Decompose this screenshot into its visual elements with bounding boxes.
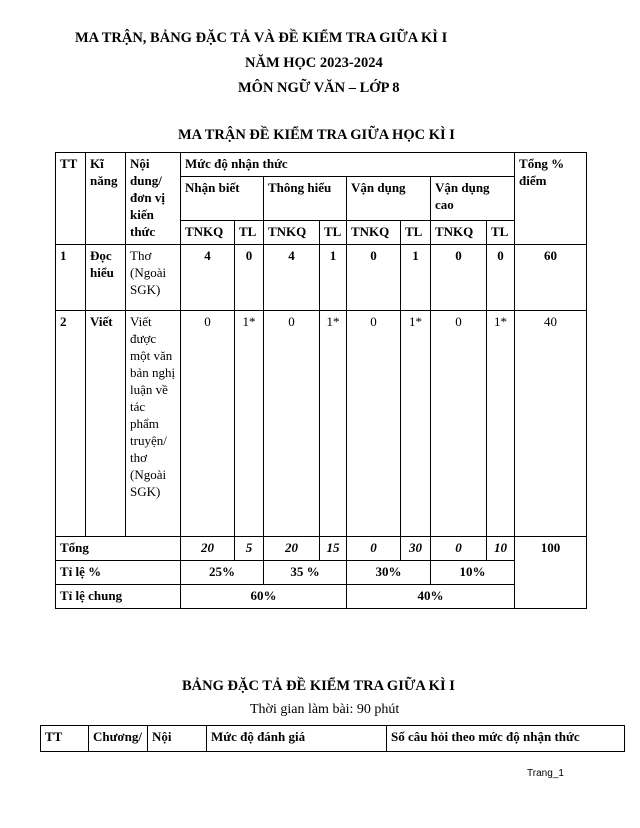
sum-cell: 20 bbox=[181, 537, 235, 561]
spec-header-chapter: Chương/ bbox=[89, 726, 148, 752]
row-tt: 1 bbox=[56, 245, 86, 311]
sum-cell: 30 bbox=[401, 537, 431, 561]
row-cell: 1* bbox=[320, 311, 347, 537]
header-tnkq: TNKQ bbox=[347, 221, 401, 245]
header-skill: Kĩ năng bbox=[86, 153, 126, 245]
row-cell: 1* bbox=[235, 311, 264, 537]
row-skill: Đọc hiểu bbox=[86, 245, 126, 311]
row-total: 60 bbox=[515, 245, 587, 311]
row-cell: 1* bbox=[487, 311, 515, 537]
doc-title-line1: MA TRẬN, BẢNG ĐẶC TẢ VÀ ĐỀ KIỂM TRA GIỮA KÌ I bbox=[75, 30, 448, 46]
row-content: Viết được một văn bản nghị luận về tác phẩm truyện/ thơ (Ngoài SGK) bbox=[126, 311, 181, 537]
row-skill: Viết bbox=[86, 311, 126, 537]
sum-label: Tổng bbox=[56, 537, 181, 561]
sum-cell: 5 bbox=[235, 537, 264, 561]
sum-cell: 0 bbox=[431, 537, 487, 561]
spec-header-tt: TT bbox=[41, 726, 89, 752]
sum-cell: 10 bbox=[487, 537, 515, 561]
table-row bbox=[56, 245, 587, 311]
ratio-value: 25% bbox=[181, 561, 264, 585]
header-level: Mức độ nhận thức bbox=[181, 153, 515, 177]
header-apply: Vận dụng bbox=[347, 177, 431, 221]
header-content: Nội dung/ đơn vị kiến thức bbox=[126, 153, 181, 245]
sum-total: 100 bbox=[515, 537, 587, 609]
header-recognize: Nhận biết bbox=[181, 177, 264, 221]
sum-cell: 0 bbox=[347, 537, 401, 561]
ratio-common-label: Tỉ lệ chung bbox=[56, 585, 181, 609]
header-tt: TT bbox=[56, 153, 86, 245]
row-cell: 0 bbox=[264, 311, 320, 537]
table-row bbox=[56, 311, 587, 537]
spec-header-level: Mức độ đánh giá bbox=[207, 726, 387, 752]
row-cell: 0 bbox=[487, 245, 515, 311]
spec-table bbox=[40, 725, 625, 752]
spec-header-content: Nội bbox=[148, 726, 207, 752]
row-cell: 4 bbox=[181, 245, 235, 311]
doc-title-line3: MÔN NGỮ VĂN – LỚP 8 bbox=[238, 80, 400, 96]
row-cell: 0 bbox=[431, 245, 487, 311]
header-tl: TL bbox=[235, 221, 264, 245]
row-cell: 1* bbox=[401, 311, 431, 537]
sum-cell: 15 bbox=[320, 537, 347, 561]
header-apply-high: Vận dụng cao bbox=[431, 177, 515, 221]
row-cell: 4 bbox=[264, 245, 320, 311]
header-tl: TL bbox=[487, 221, 515, 245]
header-tl: TL bbox=[320, 221, 347, 245]
header-tnkq: TNKQ bbox=[181, 221, 235, 245]
sum-cell: 20 bbox=[264, 537, 320, 561]
ratio-value: 30% bbox=[347, 561, 431, 585]
row-cell: 1 bbox=[320, 245, 347, 311]
row-cell: 0 bbox=[235, 245, 264, 311]
ratio-value: 35 % bbox=[264, 561, 347, 585]
spec-header-count: Số câu hỏi theo mức độ nhận thức bbox=[387, 726, 625, 752]
sum-row bbox=[56, 537, 587, 561]
ratio-value: 10% bbox=[431, 561, 515, 585]
row-tt: 2 bbox=[56, 311, 86, 537]
header-tnkq: TNKQ bbox=[264, 221, 320, 245]
header-tnkq: TNKQ bbox=[431, 221, 487, 245]
ratio-common-value: 40% bbox=[347, 585, 515, 609]
row-cell: 0 bbox=[431, 311, 487, 537]
header-understand: Thông hiểu bbox=[264, 177, 347, 221]
row-content: Thơ (Ngoài SGK) bbox=[126, 245, 181, 311]
ratio-row bbox=[56, 561, 587, 585]
row-total: 40 bbox=[515, 311, 587, 537]
header-total: Tổng % điểm bbox=[515, 153, 587, 245]
matrix-table bbox=[55, 152, 587, 609]
spec-title: BẢNG ĐẶC TẢ ĐỀ KIỂM TRA GIỮA KÌ I bbox=[182, 678, 455, 694]
row-cell: 1 bbox=[401, 245, 431, 311]
spec-time: Thời gian làm bài: 90 phút bbox=[250, 702, 400, 717]
ratio-label: Tỉ lệ % bbox=[56, 561, 181, 585]
doc-title-line2: NĂM HỌC 2023-2024 bbox=[245, 55, 383, 71]
row-cell: 0 bbox=[347, 311, 401, 537]
ratio-common-row bbox=[56, 585, 587, 609]
row-cell: 0 bbox=[181, 311, 235, 537]
matrix-title: MA TRẬN ĐỀ KIỂM TRA GIỮA HỌC KÌ I bbox=[178, 127, 455, 143]
ratio-common-value: 60% bbox=[181, 585, 347, 609]
row-cell: 0 bbox=[347, 245, 401, 311]
header-tl: TL bbox=[401, 221, 431, 245]
page-number: Trang_1 bbox=[527, 768, 564, 779]
